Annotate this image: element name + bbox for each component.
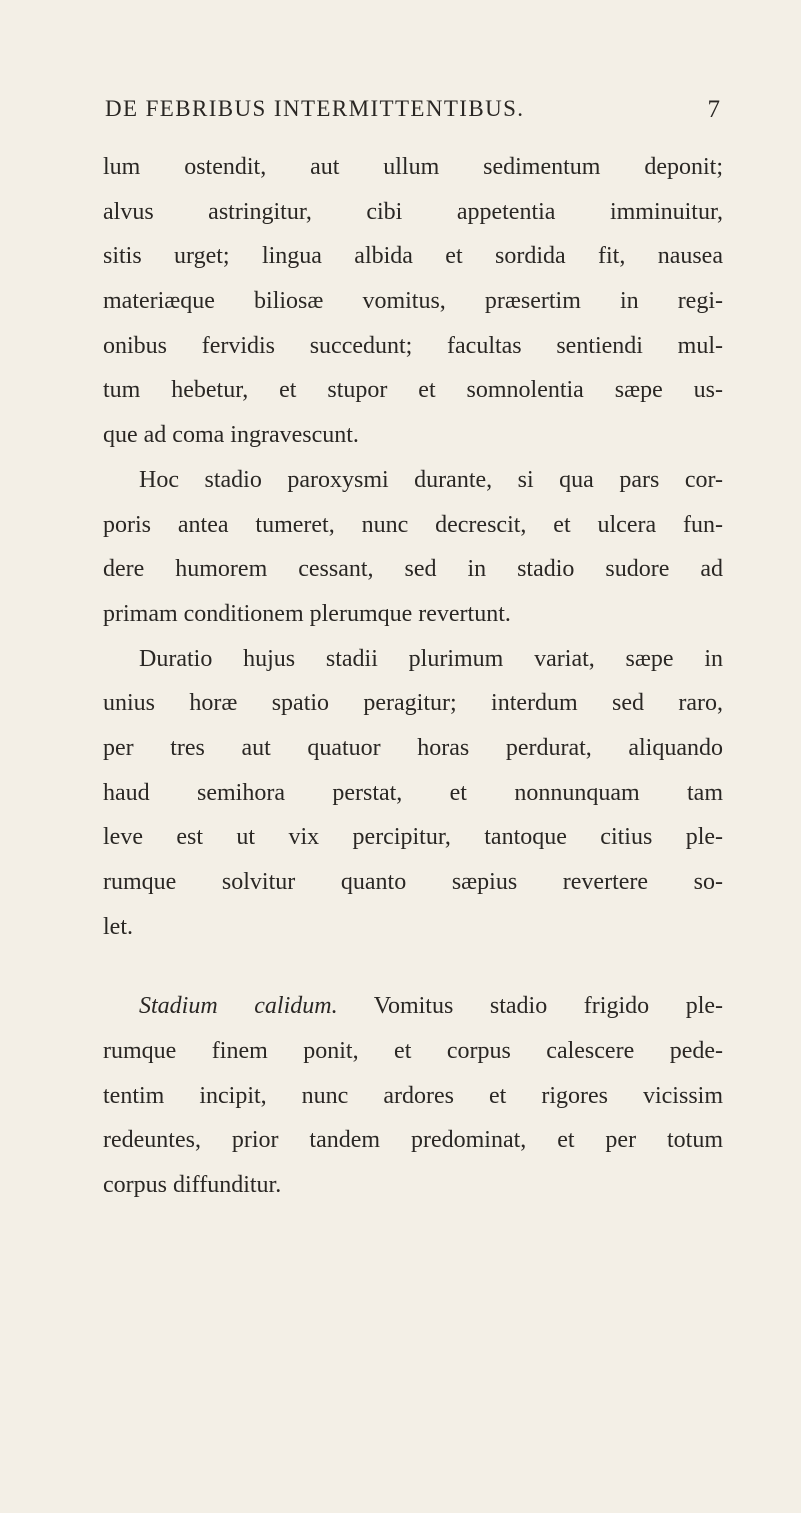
text-line: que ad coma ingravescunt.: [103, 422, 359, 449]
text-line: let.: [103, 913, 133, 940]
running-head: [100, 96, 720, 128]
text-line: tentim incipit, nunc ardores et rigores vicissim: [103, 1082, 723, 1109]
text-line: dere humorem cessant, sed in stadio sudore ad: [103, 556, 723, 583]
text-line: rumque finem ponit, et corpus calescere pede-: [103, 1038, 723, 1065]
paragraph-1: [103, 145, 723, 458]
running-title: DE FEBRIBUS INTERMITTENTIBUS.: [105, 96, 525, 121]
page-number: 7: [707, 96, 720, 123]
text-line: poris antea tumeret, nunc decrescit, et ulcera fun-: [103, 511, 723, 538]
text-line: [103, 984, 723, 1029]
text-line: sitis urget; lingua albida et sordida fit, nausea: [103, 243, 723, 270]
text-line: leve est ut vix percipitur, tantoque citius ple-: [103, 824, 723, 851]
text-line: corpus diffunditur.: [103, 1172, 282, 1199]
text-line: onibus fervidis succedunt; facultas sentiendi mul-: [103, 332, 723, 359]
text-line: Hoc stadio paroxysmi durante, si qua pars cor-: [139, 466, 723, 493]
paragraph-4: [103, 984, 723, 1207]
paragraph-2: [103, 458, 723, 637]
text-line: redeuntes, prior tandem predominat, et per totum: [103, 1127, 723, 1154]
paragraph-3: [103, 637, 723, 950]
text-line: lum ostendit, aut ullum sedimentum deponit;: [103, 154, 723, 180]
text-line: rumque solvitur quanto sæpius revertere so-: [103, 869, 723, 895]
text-line: materiæque biliosæ vomitus, præsertim in regi-: [103, 288, 723, 315]
text-line: per tres aut quatuor horas perdurat, aliquando: [103, 734, 723, 761]
text-line-remainder: Vomitus stadio frigido ple-: [373, 993, 724, 1020]
text-line: Duratio hujus stadii plurimum variat, sæpe in: [139, 645, 723, 672]
text-line: alvus astringitur, cibi appetentia imminuitur,: [103, 198, 723, 225]
section-heading: Stadium calidum.: [139, 993, 338, 1020]
text-line: haud semihora perstat, et nonnunquam tam: [103, 779, 723, 806]
body-text: [103, 145, 723, 1208]
text-line: tum hebetur, et stupor et somnolentia sæpe us-: [103, 377, 723, 404]
section-gap: [103, 949, 723, 984]
text-line: primam conditionem plerumque revertunt.: [103, 600, 511, 627]
text-line: unius horæ spatio peragitur; interdum sed raro,: [103, 690, 723, 717]
